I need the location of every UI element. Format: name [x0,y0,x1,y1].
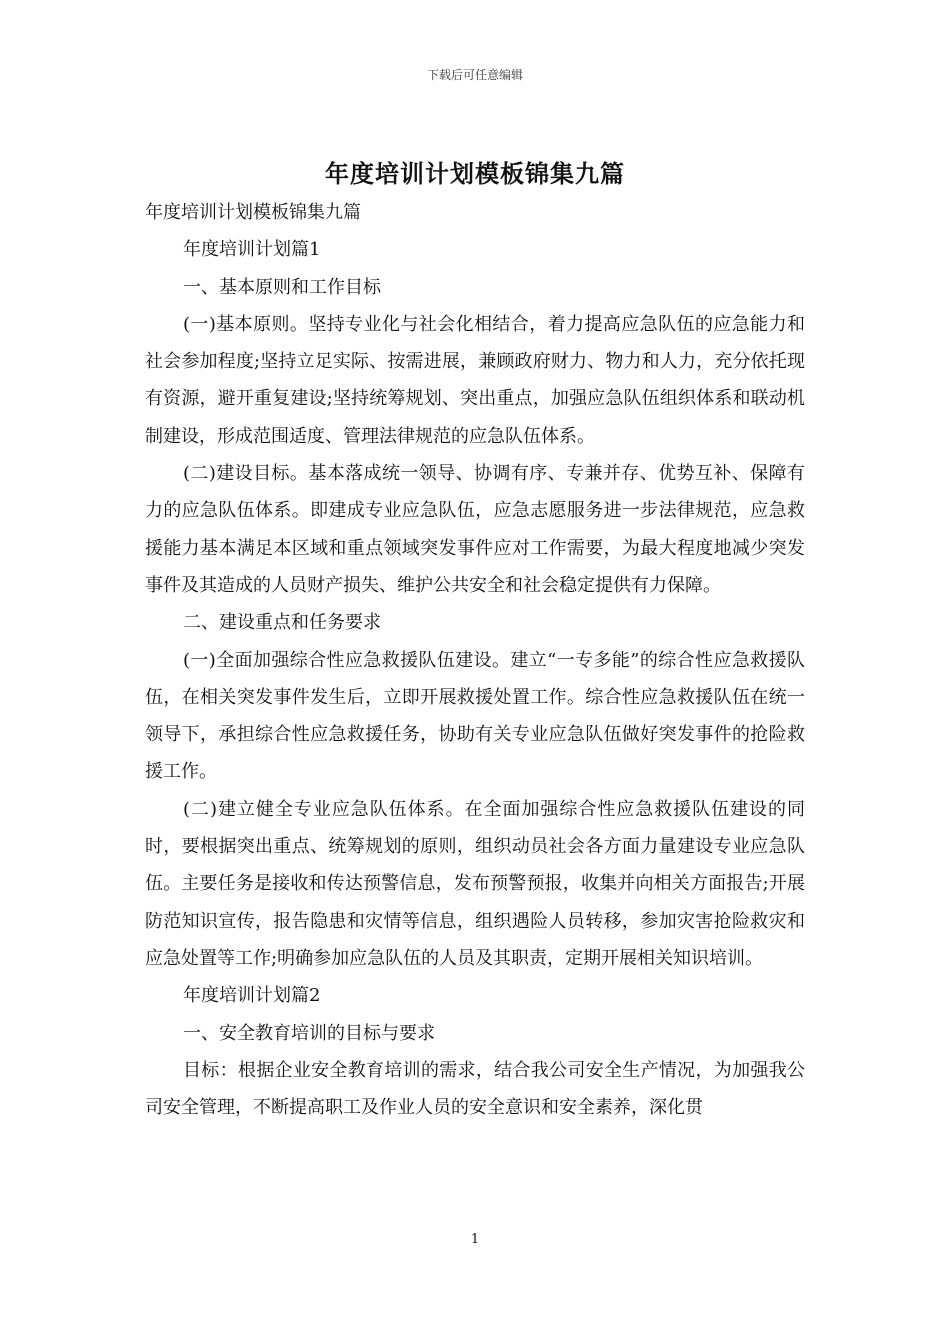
paragraph: 年度培训计划模板锦集九篇 [145,202,361,223]
page-header-note: 下载后可任意编辑 [426,68,523,82]
paragraph: (二)建立健全专业应急队伍体系。在全面加强综合性应急救援队伍建设的同时，要根据突出重点、统筹规划的原则，组织动员社会各方面力量建设专业应急队伍。主要任务是接收和传达预警信息，发布预警预报，收集并向相关方面报告;开展防范知识宣传，报告隐患和灾情等信息，组织遇险人员转移，参加灾害抢险救灾和应急处置等工作;明确参加应急队伍的人员及其职责，定期开展相关知识培训。 [145,798,805,969]
subsection-heading: 二、建设重点和任务要求 [183,612,381,634]
document-title: 年度培训计划模板锦集九篇 [325,159,625,188]
paragraph: (一)基本原则。坚持专业化与社会化相结合，着力提高应急队伍的应急能力和社会参加程度;坚持立足实际、按需进展，兼顾政府财力、物力和人力，充分依托现有资源，避开重复建设;坚持统筹规划、突出重点，加强应急队伍组织体系和联动机制建设，形成范围适度、管理法律规范的应急队伍体系。 [145,313,805,447]
subsection-heading: 一、基本原则和工作目标 [183,276,381,298]
paragraph: 目标：根据企业安全教育培训的需求，结合我公司安全生产情况，为加强我公司安全管理，不断提高职工及作业人员的安全意识和安全素养，深化贯 [145,1059,805,1119]
section-heading: 年度培训计划篇1 [183,239,321,261]
paragraph: (二)建设目标。基本落成统一领导、协调有序、专兼并存、优势互补、保障有力的应急队伍体系。即建成专业应急队伍，应急志愿服务进一步法律规范，应急救援能力基本满足本区域和重点领域突发事件应对工作需要，为最大程度地减少突发事件及其造成的人员财产损失、维护公共安全和社会稳定提供有力保障。 [145,463,805,596]
page-number: 1 [470,1232,480,1247]
subsection-heading: 一、安全教育培训的目标与要求 [183,1022,435,1044]
document-body [145,194,805,1126]
paragraph: (一)全面加强综合性应急救援队伍建设。建立“一专多能”的综合性应急救援队伍，在相关突发事件发生后，立即开展救援处置工作。综合性应急救援队伍在统一领导下，承担综合性应急救援任务，协助有关专业应急队伍做好突发事件的抢险救援工作。 [145,649,805,783]
section-heading: 年度培训计划篇2 [183,985,321,1007]
